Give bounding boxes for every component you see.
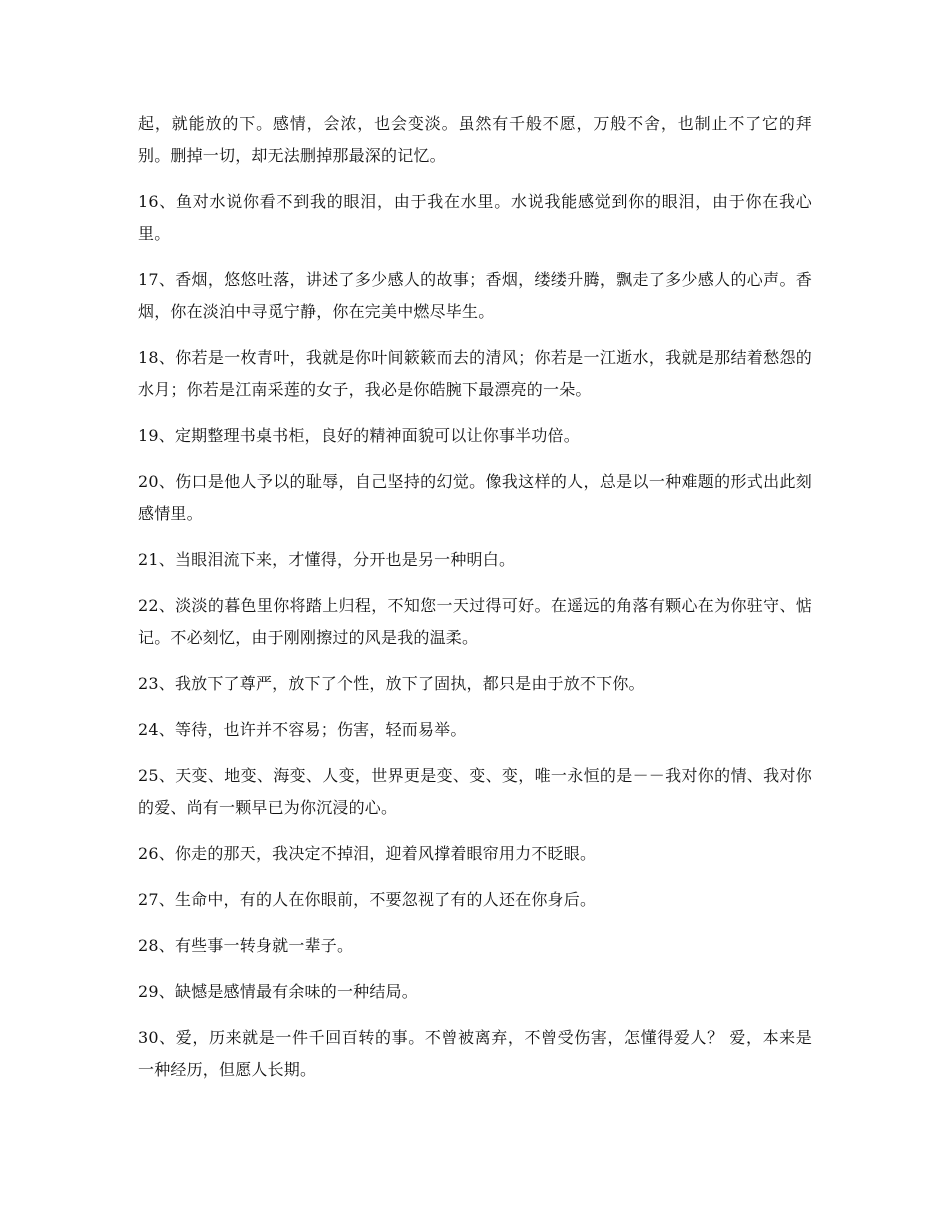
paragraph: 27、生命中，有的人在你眼前，不要忽视了有的人还在你身后。: [138, 890, 597, 909]
paragraph: 28、有些事一转身就一辈子。: [138, 936, 354, 955]
document-body: [138, 108, 812, 1100]
paragraph: 16、鱼对水说你看不到我的眼泪，由于我在水里。水说我能感觉到你的眼泪，由于你在我心里。: [138, 192, 812, 243]
paragraph: 20、伤口是他人予以的耻辱，自己坚持的幻觉。像我这样的人，总是以一种难题的形式出此刻感情里。: [138, 472, 812, 523]
paragraph: 30、爱，历来就是一件千回百转的事。不曾被离弃，不曾受伤害，怎懂得爱人？ 爱，本来是一种经历，但愿人长期。: [138, 1028, 812, 1079]
paragraph: 25、天变、地变、海变、人变，世界更是变、变、变，唯一永恒的是－－我对你的情、我对你的爱、尚有一颗早已为你沉浸的心。: [138, 766, 812, 817]
paragraph: 23、我放下了尊严，放下了个性，放下了固执，都只是由于放不下你。: [138, 674, 645, 693]
paragraph: 22、淡淡的暮色里你将踏上归程，不知您一天过得可好。在遥远的角落有颗心在为你驻守、惦记。不必刻忆，由于刚刚擦过的风是我的温柔。: [138, 596, 812, 647]
paragraph: 29、缺憾是感情最有余味的一种结局。: [138, 982, 418, 1001]
paragraph: 24、等待，也许并不容易；伤害，轻而易举。: [138, 720, 467, 739]
paragraph: 18、你若是一枚青叶，我就是你叶间簌簌而去的清风；你若是一江逝水，我就是那结着愁怨的水月；你若是江南采莲的女子，我必是你皓腕下最漂亮的一朵。: [138, 348, 812, 399]
paragraph: 26、你走的那天，我决定不掉泪，迎着风撑着眼帘用力不眨眼。: [138, 844, 597, 863]
paragraph: 19、定期整理书桌书柜，良好的精神面貌可以让你事半功倍。: [138, 426, 580, 445]
paragraph: 起，就能放的下。感情，会浓，也会变淡。虽然有千般不愿，万般不舍，也制止不了它的拜别。删掉一切，却无法删掉那最深的记忆。: [138, 114, 812, 165]
paragraph: 21、当眼泪流下来，才懂得，分开也是另一种明白。: [138, 550, 516, 569]
paragraph: 17、香烟，悠悠吐落，讲述了多少感人的故事；香烟，缕缕升腾，飘走了多少感人的心声。香烟，你在淡泊中寻觅宁静，你在完美中燃尽毕生。: [138, 270, 812, 321]
